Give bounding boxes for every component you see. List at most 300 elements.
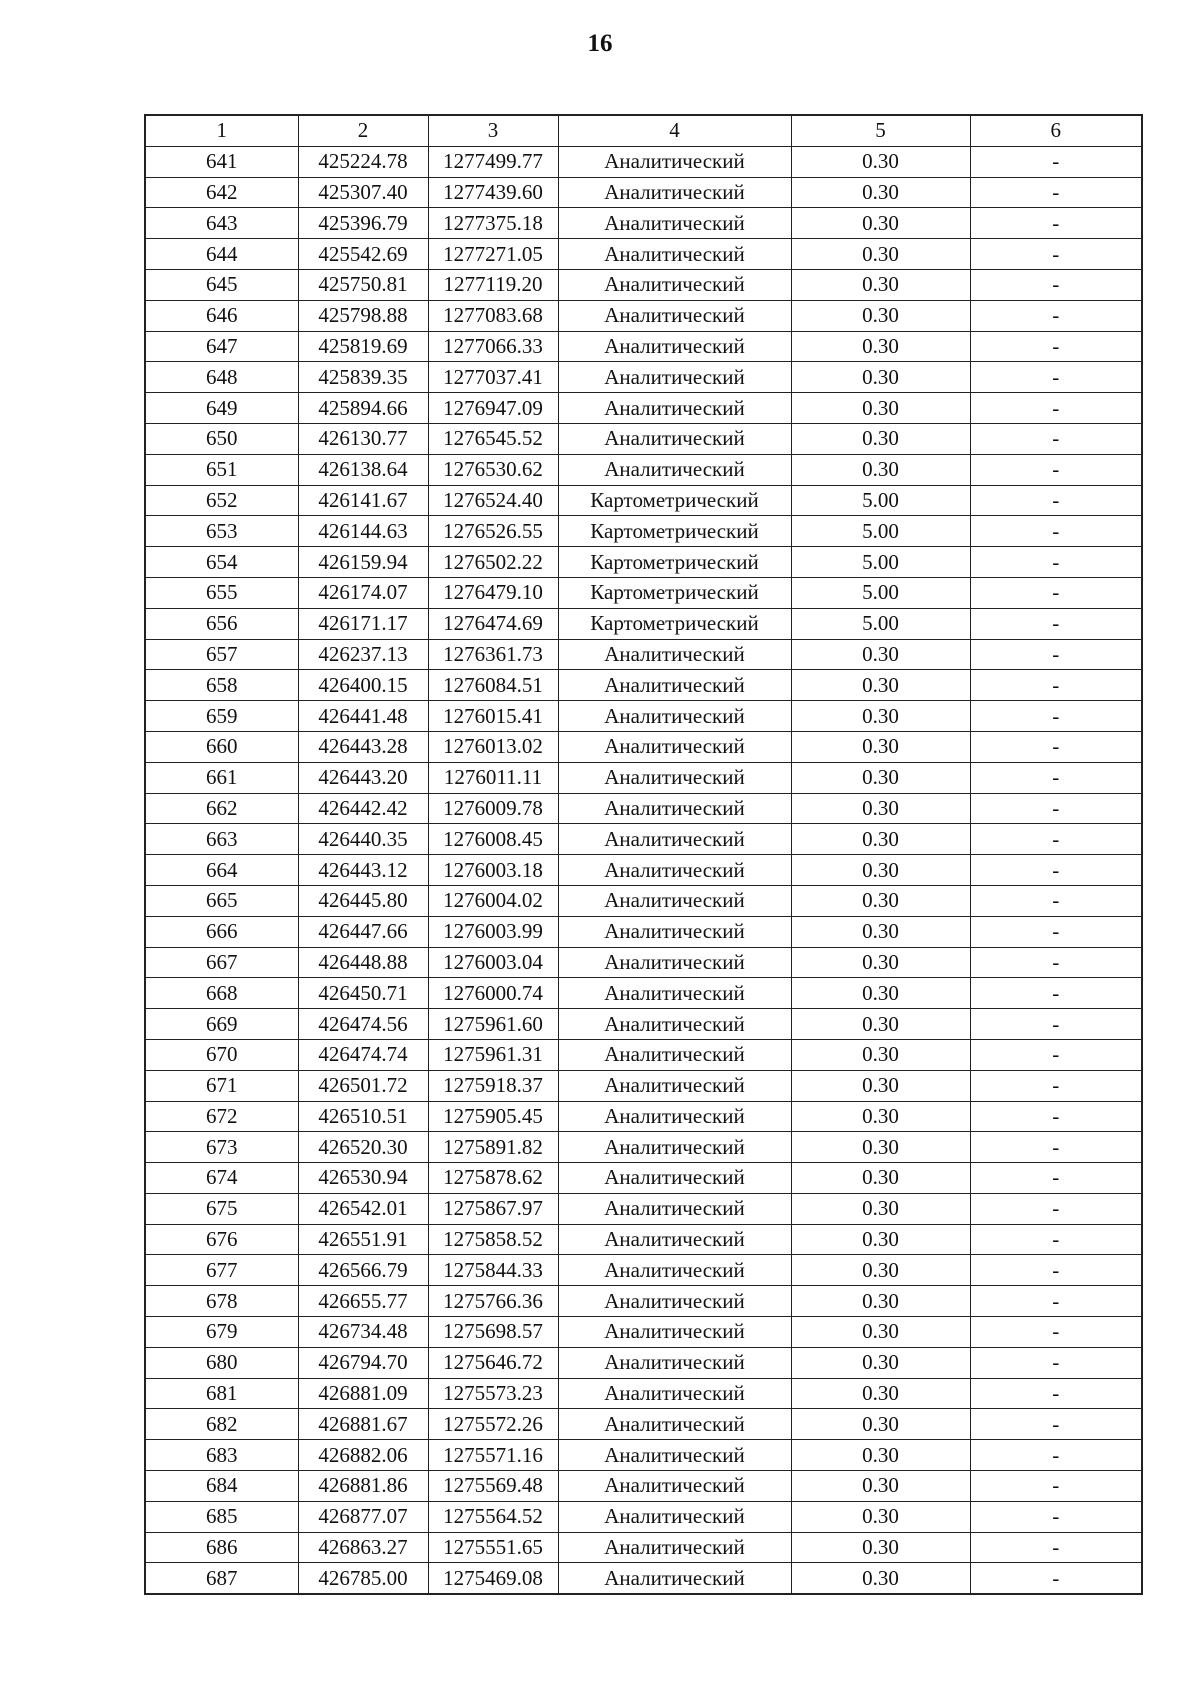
point-number-cell: 661 (145, 762, 298, 793)
point-number-cell: 671 (145, 1070, 298, 1101)
table-row (145, 1009, 1142, 1040)
table-row (145, 1409, 1142, 1440)
method-cell: Аналитический (558, 1409, 791, 1440)
method-cell: Картометрический (558, 608, 791, 639)
x-coordinate-cell: 426863.27 (298, 1532, 428, 1563)
accuracy-cell: 0.30 (791, 1286, 970, 1317)
y-coordinate-cell: 1276008.45 (428, 824, 558, 855)
header-cell-2: 2 (298, 115, 428, 146)
x-coordinate-cell: 426530.94 (298, 1163, 428, 1194)
x-coordinate-cell: 426237.13 (298, 639, 428, 670)
point-number-cell: 682 (145, 1409, 298, 1440)
x-coordinate-cell: 426542.01 (298, 1193, 428, 1224)
method-cell: Аналитический (558, 1101, 791, 1132)
note-cell: - (970, 978, 1142, 1009)
accuracy-cell: 0.30 (791, 208, 970, 239)
method-cell: Аналитический (558, 423, 791, 454)
note-cell: - (970, 1224, 1142, 1255)
method-cell: Аналитический (558, 1255, 791, 1286)
point-number-cell: 687 (145, 1563, 298, 1594)
point-number-cell: 649 (145, 393, 298, 424)
x-coordinate-cell: 425798.88 (298, 300, 428, 331)
method-cell: Картометрический (558, 485, 791, 516)
accuracy-cell: 0.30 (791, 916, 970, 947)
table-row (145, 670, 1142, 701)
note-cell: - (970, 516, 1142, 547)
y-coordinate-cell: 1275918.37 (428, 1070, 558, 1101)
x-coordinate-cell: 426443.20 (298, 762, 428, 793)
method-cell: Аналитический (558, 639, 791, 670)
y-coordinate-cell: 1276530.62 (428, 454, 558, 485)
accuracy-cell: 0.30 (791, 670, 970, 701)
method-cell: Аналитический (558, 885, 791, 916)
y-coordinate-cell: 1275867.97 (428, 1193, 558, 1224)
y-coordinate-cell: 1276502.22 (428, 547, 558, 578)
y-coordinate-cell: 1277271.05 (428, 239, 558, 270)
accuracy-cell: 0.30 (791, 885, 970, 916)
table-row (145, 762, 1142, 793)
table-row (145, 1347, 1142, 1378)
x-coordinate-cell: 426881.86 (298, 1471, 428, 1502)
y-coordinate-cell: 1275858.52 (428, 1224, 558, 1255)
note-cell: - (970, 916, 1142, 947)
accuracy-cell: 5.00 (791, 516, 970, 547)
y-coordinate-cell: 1276361.73 (428, 639, 558, 670)
method-cell: Аналитический (558, 1532, 791, 1563)
table-row (145, 947, 1142, 978)
x-coordinate-cell: 426443.12 (298, 855, 428, 886)
note-cell: - (970, 423, 1142, 454)
method-cell: Аналитический (558, 762, 791, 793)
table-row (145, 1471, 1142, 1502)
accuracy-cell: 0.30 (791, 1132, 970, 1163)
point-number-cell: 645 (145, 269, 298, 300)
table-row (145, 1286, 1142, 1317)
table-row (145, 608, 1142, 639)
table-row (145, 1440, 1142, 1471)
y-coordinate-cell: 1276474.69 (428, 608, 558, 639)
table-row (145, 824, 1142, 855)
table-row (145, 1163, 1142, 1194)
header-cell-5: 5 (791, 115, 970, 146)
y-coordinate-cell: 1276003.18 (428, 855, 558, 886)
accuracy-cell: 0.30 (791, 1532, 970, 1563)
x-coordinate-cell: 426881.09 (298, 1378, 428, 1409)
y-coordinate-cell: 1276011.11 (428, 762, 558, 793)
accuracy-cell: 0.30 (791, 1471, 970, 1502)
table-row (145, 978, 1142, 1009)
point-number-cell: 674 (145, 1163, 298, 1194)
x-coordinate-cell: 426882.06 (298, 1440, 428, 1471)
method-cell: Аналитический (558, 1347, 791, 1378)
point-number-cell: 663 (145, 824, 298, 855)
method-cell: Аналитический (558, 1193, 791, 1224)
x-coordinate-cell: 426785.00 (298, 1563, 428, 1594)
method-cell: Аналитический (558, 1009, 791, 1040)
accuracy-cell: 5.00 (791, 577, 970, 608)
accuracy-cell: 0.30 (791, 824, 970, 855)
y-coordinate-cell: 1275878.62 (428, 1163, 558, 1194)
point-number-cell: 683 (145, 1440, 298, 1471)
point-number-cell: 685 (145, 1501, 298, 1532)
method-cell: Аналитический (558, 978, 791, 1009)
accuracy-cell: 0.30 (791, 1255, 970, 1286)
y-coordinate-cell: 1275564.52 (428, 1501, 558, 1532)
x-coordinate-cell: 426566.79 (298, 1255, 428, 1286)
x-coordinate-cell: 426551.91 (298, 1224, 428, 1255)
note-cell: - (970, 1286, 1142, 1317)
method-cell: Аналитический (558, 239, 791, 270)
y-coordinate-cell: 1276003.04 (428, 947, 558, 978)
y-coordinate-cell: 1275571.16 (428, 1440, 558, 1471)
method-cell: Картометрический (558, 516, 791, 547)
note-cell: - (970, 1347, 1142, 1378)
method-cell: Аналитический (558, 916, 791, 947)
y-coordinate-cell: 1276947.09 (428, 393, 558, 424)
note-cell: - (970, 1193, 1142, 1224)
x-coordinate-cell: 426441.48 (298, 701, 428, 732)
y-coordinate-cell: 1277375.18 (428, 208, 558, 239)
table-row (145, 639, 1142, 670)
table-row (145, 731, 1142, 762)
point-number-cell: 646 (145, 300, 298, 331)
header-cell-6: 6 (970, 115, 1142, 146)
table-row (145, 362, 1142, 393)
accuracy-cell: 0.30 (791, 1193, 970, 1224)
note-cell: - (970, 701, 1142, 732)
method-cell: Аналитический (558, 824, 791, 855)
y-coordinate-cell: 1276009.78 (428, 793, 558, 824)
accuracy-cell: 0.30 (791, 855, 970, 886)
note-cell: - (970, 454, 1142, 485)
accuracy-cell: 0.30 (791, 639, 970, 670)
table-row (145, 1132, 1142, 1163)
point-number-cell: 667 (145, 947, 298, 978)
note-cell: - (970, 1163, 1142, 1194)
y-coordinate-cell: 1276524.40 (428, 485, 558, 516)
point-number-cell: 655 (145, 577, 298, 608)
note-cell: - (970, 239, 1142, 270)
table-row (145, 454, 1142, 485)
x-coordinate-cell: 426141.67 (298, 485, 428, 516)
accuracy-cell: 0.30 (791, 1347, 970, 1378)
table-row (145, 239, 1142, 270)
note-cell: - (970, 1009, 1142, 1040)
accuracy-cell: 0.30 (791, 300, 970, 331)
y-coordinate-cell: 1275572.26 (428, 1409, 558, 1440)
x-coordinate-cell: 425819.69 (298, 331, 428, 362)
table-row (145, 701, 1142, 732)
point-number-cell: 651 (145, 454, 298, 485)
x-coordinate-cell: 426794.70 (298, 1347, 428, 1378)
x-coordinate-cell: 426448.88 (298, 947, 428, 978)
point-number-cell: 653 (145, 516, 298, 547)
table-header (145, 115, 1142, 146)
table-row (145, 547, 1142, 578)
x-coordinate-cell: 426144.63 (298, 516, 428, 547)
y-coordinate-cell: 1275469.08 (428, 1563, 558, 1594)
point-number-cell: 670 (145, 1039, 298, 1070)
point-number-cell: 657 (145, 639, 298, 670)
table-row (145, 1563, 1142, 1594)
y-coordinate-cell: 1275573.23 (428, 1378, 558, 1409)
accuracy-cell: 0.30 (791, 793, 970, 824)
accuracy-cell: 0.30 (791, 731, 970, 762)
y-coordinate-cell: 1276013.02 (428, 731, 558, 762)
accuracy-cell: 0.30 (791, 1317, 970, 1348)
x-coordinate-cell: 425307.40 (298, 177, 428, 208)
accuracy-cell: 0.30 (791, 177, 970, 208)
point-number-cell: 658 (145, 670, 298, 701)
table-row (145, 1501, 1142, 1532)
method-cell: Аналитический (558, 1317, 791, 1348)
note-cell: - (970, 146, 1142, 177)
y-coordinate-cell: 1275551.65 (428, 1532, 558, 1563)
accuracy-cell: 0.30 (791, 239, 970, 270)
point-number-cell: 662 (145, 793, 298, 824)
note-cell: - (970, 824, 1142, 855)
note-cell: - (970, 1471, 1142, 1502)
y-coordinate-cell: 1276526.55 (428, 516, 558, 547)
x-coordinate-cell: 426445.80 (298, 885, 428, 916)
point-number-cell: 644 (145, 239, 298, 270)
x-coordinate-cell: 426174.07 (298, 577, 428, 608)
x-coordinate-cell: 426171.17 (298, 608, 428, 639)
point-number-cell: 677 (145, 1255, 298, 1286)
table-row (145, 1193, 1142, 1224)
accuracy-cell: 0.30 (791, 393, 970, 424)
point-number-cell: 647 (145, 331, 298, 362)
y-coordinate-cell: 1275961.31 (428, 1039, 558, 1070)
method-cell: Аналитический (558, 701, 791, 732)
point-number-cell: 681 (145, 1378, 298, 1409)
x-coordinate-cell: 426501.72 (298, 1070, 428, 1101)
note-cell: - (970, 300, 1142, 331)
method-cell: Аналитический (558, 670, 791, 701)
method-cell: Аналитический (558, 177, 791, 208)
accuracy-cell: 0.30 (791, 1409, 970, 1440)
note-cell: - (970, 331, 1142, 362)
note-cell: - (970, 1440, 1142, 1471)
x-coordinate-cell: 426138.64 (298, 454, 428, 485)
note-cell: - (970, 577, 1142, 608)
accuracy-cell: 0.30 (791, 331, 970, 362)
method-cell: Аналитический (558, 1039, 791, 1070)
table-row (145, 1532, 1142, 1563)
note-cell: - (970, 1132, 1142, 1163)
table-row (145, 1255, 1142, 1286)
x-coordinate-cell: 425542.69 (298, 239, 428, 270)
accuracy-cell: 0.30 (791, 1163, 970, 1194)
accuracy-cell: 0.30 (791, 1009, 970, 1040)
table-row (145, 331, 1142, 362)
point-number-cell: 672 (145, 1101, 298, 1132)
point-number-cell: 665 (145, 885, 298, 916)
x-coordinate-cell: 425839.35 (298, 362, 428, 393)
method-cell: Аналитический (558, 362, 791, 393)
note-cell: - (970, 793, 1142, 824)
table-body (145, 146, 1142, 1594)
point-number-cell: 641 (145, 146, 298, 177)
header-cell-1: 1 (145, 115, 298, 146)
x-coordinate-cell: 426881.67 (298, 1409, 428, 1440)
y-coordinate-cell: 1277037.41 (428, 362, 558, 393)
table-row (145, 855, 1142, 886)
note-cell: - (970, 885, 1142, 916)
header-row (145, 115, 1142, 146)
method-cell: Аналитический (558, 300, 791, 331)
table-row (145, 393, 1142, 424)
coordinates-table (144, 114, 1143, 1595)
method-cell: Аналитический (558, 1440, 791, 1471)
x-coordinate-cell: 426734.48 (298, 1317, 428, 1348)
y-coordinate-cell: 1276015.41 (428, 701, 558, 732)
table-row (145, 1039, 1142, 1070)
note-cell: - (970, 269, 1142, 300)
y-coordinate-cell: 1275961.60 (428, 1009, 558, 1040)
accuracy-cell: 0.30 (791, 454, 970, 485)
x-coordinate-cell: 426442.42 (298, 793, 428, 824)
accuracy-cell: 0.30 (791, 1039, 970, 1070)
method-cell: Аналитический (558, 1563, 791, 1594)
y-coordinate-cell: 1277439.60 (428, 177, 558, 208)
y-coordinate-cell: 1275646.72 (428, 1347, 558, 1378)
y-coordinate-cell: 1276000.74 (428, 978, 558, 1009)
method-cell: Аналитический (558, 1471, 791, 1502)
note-cell: - (970, 393, 1142, 424)
point-number-cell: 648 (145, 362, 298, 393)
point-number-cell: 680 (145, 1347, 298, 1378)
method-cell: Аналитический (558, 1286, 791, 1317)
accuracy-cell: 5.00 (791, 547, 970, 578)
method-cell: Аналитический (558, 1224, 791, 1255)
y-coordinate-cell: 1277066.33 (428, 331, 558, 362)
y-coordinate-cell: 1276004.02 (428, 885, 558, 916)
method-cell: Аналитический (558, 1378, 791, 1409)
note-cell: - (970, 177, 1142, 208)
point-number-cell: 673 (145, 1132, 298, 1163)
method-cell: Аналитический (558, 731, 791, 762)
point-number-cell: 642 (145, 177, 298, 208)
y-coordinate-cell: 1275569.48 (428, 1471, 558, 1502)
note-cell: - (970, 485, 1142, 516)
accuracy-cell: 0.30 (791, 269, 970, 300)
x-coordinate-cell: 426443.28 (298, 731, 428, 762)
note-cell: - (970, 670, 1142, 701)
page-number: 16 (587, 30, 613, 57)
method-cell: Аналитический (558, 1132, 791, 1163)
table-row (145, 423, 1142, 454)
point-number-cell: 675 (145, 1193, 298, 1224)
method-cell: Аналитический (558, 793, 791, 824)
point-number-cell: 664 (145, 855, 298, 886)
note-cell: - (970, 362, 1142, 393)
method-cell: Аналитический (558, 1163, 791, 1194)
point-number-cell: 668 (145, 978, 298, 1009)
note-cell: - (970, 1255, 1142, 1286)
table-row (145, 1224, 1142, 1255)
y-coordinate-cell: 1275891.82 (428, 1132, 558, 1163)
note-cell: - (970, 1378, 1142, 1409)
accuracy-cell: 0.30 (791, 1070, 970, 1101)
x-coordinate-cell: 426130.77 (298, 423, 428, 454)
x-coordinate-cell: 425224.78 (298, 146, 428, 177)
accuracy-cell: 0.30 (791, 1440, 970, 1471)
table-row (145, 300, 1142, 331)
note-cell: - (970, 947, 1142, 978)
accuracy-cell: 0.30 (791, 1501, 970, 1532)
method-cell: Аналитический (558, 269, 791, 300)
accuracy-cell: 0.30 (791, 978, 970, 1009)
accuracy-cell: 0.30 (791, 423, 970, 454)
x-coordinate-cell: 426450.71 (298, 978, 428, 1009)
note-cell: - (970, 1501, 1142, 1532)
method-cell: Аналитический (558, 331, 791, 362)
note-cell: - (970, 608, 1142, 639)
point-number-cell: 684 (145, 1471, 298, 1502)
note-cell: - (970, 1409, 1142, 1440)
header-cell-3: 3 (428, 115, 558, 146)
table-row (145, 485, 1142, 516)
method-cell: Аналитический (558, 454, 791, 485)
table-row (145, 1070, 1142, 1101)
point-number-cell: 659 (145, 701, 298, 732)
table-row (145, 177, 1142, 208)
note-cell: - (970, 547, 1142, 578)
table-row (145, 1101, 1142, 1132)
note-cell: - (970, 1101, 1142, 1132)
table-row (145, 577, 1142, 608)
note-cell: - (970, 1070, 1142, 1101)
note-cell: - (970, 639, 1142, 670)
y-coordinate-cell: 1275905.45 (428, 1101, 558, 1132)
x-coordinate-cell: 426877.07 (298, 1501, 428, 1532)
point-number-cell: 654 (145, 547, 298, 578)
x-coordinate-cell: 426655.77 (298, 1286, 428, 1317)
method-cell: Аналитический (558, 855, 791, 886)
x-coordinate-cell: 425894.66 (298, 393, 428, 424)
note-cell: - (970, 1039, 1142, 1070)
y-coordinate-cell: 1276003.99 (428, 916, 558, 947)
method-cell: Аналитический (558, 146, 791, 177)
x-coordinate-cell: 426447.66 (298, 916, 428, 947)
accuracy-cell: 0.30 (791, 762, 970, 793)
note-cell: - (970, 208, 1142, 239)
point-number-cell: 666 (145, 916, 298, 947)
x-coordinate-cell: 426474.74 (298, 1039, 428, 1070)
point-number-cell: 679 (145, 1317, 298, 1348)
note-cell: - (970, 731, 1142, 762)
table-row (145, 1378, 1142, 1409)
method-cell: Аналитический (558, 947, 791, 978)
accuracy-cell: 5.00 (791, 485, 970, 516)
x-coordinate-cell: 426510.51 (298, 1101, 428, 1132)
y-coordinate-cell: 1277119.20 (428, 269, 558, 300)
accuracy-cell: 0.30 (791, 947, 970, 978)
point-number-cell: 676 (145, 1224, 298, 1255)
method-cell: Картометрический (558, 547, 791, 578)
note-cell: - (970, 1317, 1142, 1348)
y-coordinate-cell: 1275766.36 (428, 1286, 558, 1317)
y-coordinate-cell: 1275698.57 (428, 1317, 558, 1348)
table-row (145, 516, 1142, 547)
point-number-cell: 686 (145, 1532, 298, 1563)
method-cell: Картометрический (558, 577, 791, 608)
y-coordinate-cell: 1276084.51 (428, 670, 558, 701)
point-number-cell: 656 (145, 608, 298, 639)
header-cell-4: 4 (558, 115, 791, 146)
point-number-cell: 669 (145, 1009, 298, 1040)
